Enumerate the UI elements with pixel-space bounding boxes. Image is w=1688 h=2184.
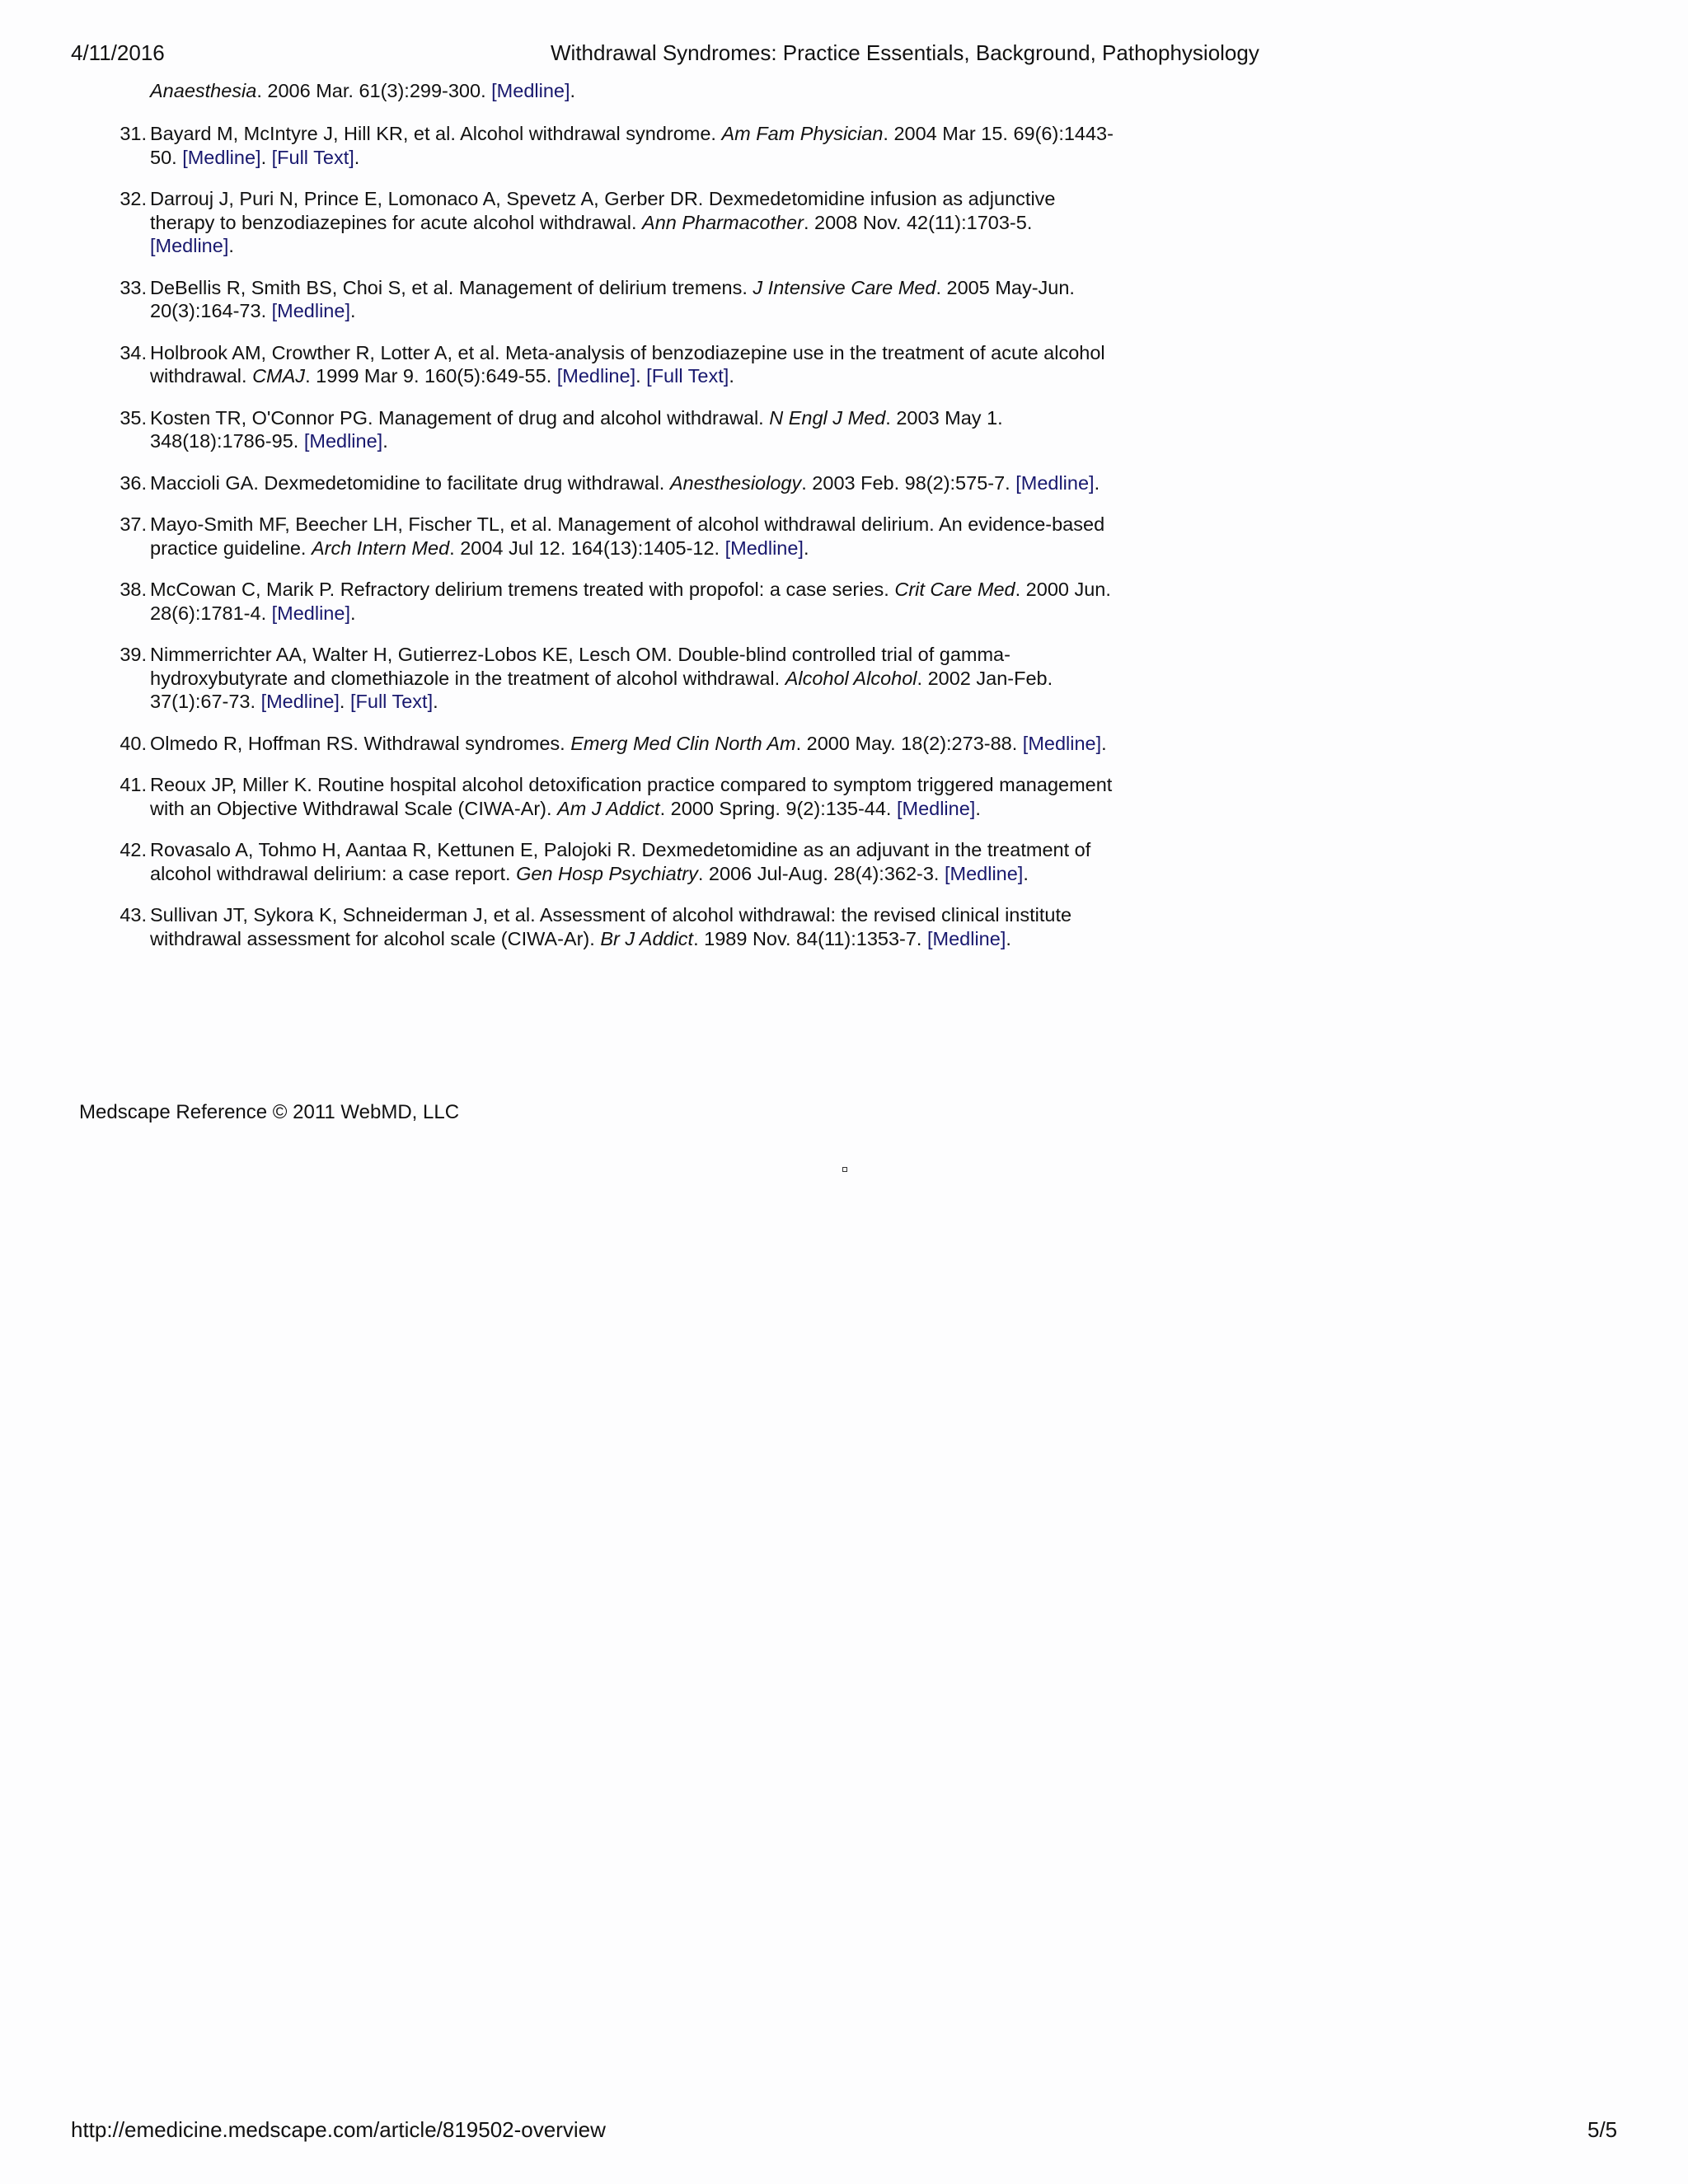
reference-text: Reoux JP, Miller K. Routine hospital alcohol detoxification practice compared to symptom triggered management with an Objective Withdrawal Scale (CIWA-Ar). Am J Addict. 2000 Spring. 9(2):135-44. [Medline]. — [150, 774, 1113, 819]
medline-link[interactable]: [Medline] — [271, 300, 350, 321]
page-number: 5/5 — [1587, 2117, 1618, 2142]
reference-text: Rovasalo A, Tohmo H, Aantaa R, Kettunen E, Palojoki R. Dexmedetomidine as an adjuvant in the treatment of alcohol withdrawal delirium: a case report. Gen Hosp Psychiatry. 2006 Jul-Aug. 28(4):362-3. [Medline]. — [150, 839, 1091, 884]
journal-name: Am Fam Physician — [721, 123, 884, 144]
reference-text: McCowan C, Marik P. Refractory delirium tremens treated with propofol: a case series. Crit Care Med. 2000 Jun. 28(6):1781-4. [Medline]. — [150, 579, 1111, 624]
medline-link[interactable]: [Medline] — [271, 602, 350, 624]
reference-authors: Reoux JP, Miller K. Routine hospital alcohol detoxification practice compared to symptom triggered management with an Objective Withdrawal Scale (CIWA-Ar). — [150, 774, 1113, 819]
journal-name: CMAJ — [252, 365, 306, 387]
reference-details: . 2008 Nov. 42(11):1703-5. — [803, 211, 1033, 233]
journal-name: Anesthesiology — [669, 471, 802, 494]
reference-number: 34. — [120, 341, 147, 363]
medline-link[interactable]: [Medline] — [944, 862, 1024, 884]
reference-details: . 2006 Jul-Aug. 28(4):362-3. — [697, 862, 945, 884]
journal-name: Arch Intern Med — [311, 537, 450, 559]
reference-details: . 2000 Jun. 28(6):1781-4. — [150, 579, 1111, 624]
reference-details: . 1989 Nov. 84(11):1353-7. — [693, 927, 927, 949]
reference-text: Maccioli GA. Dexmedetomidine to facilitate drug withdrawal. Anesthesiology. 2003 Feb. 98(2):575-7. [Medline]. — [150, 471, 1100, 494]
reference-number: 37. — [120, 513, 147, 535]
reference-details: . 2006 Mar. 61(3):299-300. — [256, 80, 492, 101]
reference-details: . 2004 Mar 15. 69(6):1443-50. — [150, 123, 1114, 168]
reference-text: Sullivan JT, Sykora K, Schneiderman J, et al. Assessment of alcohol withdrawal: the revised clinical institute withdrawal assessment for alcohol scale (CIWA-Ar). Br J Addict. 1989 Nov. 84(11):1353-7. [Medline]. — [150, 904, 1072, 949]
reference-details: . 2003 Feb. 98(2):575-7. — [801, 471, 1016, 494]
reference-item — [120, 732, 1116, 756]
reference-number: 32. — [120, 188, 147, 209]
reference-number: 33. — [120, 276, 147, 298]
full-text-link[interactable]: [Full Text] — [349, 691, 434, 712]
medline-link[interactable]: [Medline] — [1022, 732, 1102, 754]
journal-name: Alcohol Alcohol — [785, 667, 917, 689]
medline-link[interactable]: [Medline] — [927, 927, 1006, 949]
medline-link[interactable]: [Medline] — [303, 430, 383, 452]
reference-authors: Nimmerrichter AA, Walter H, Gutierrez-Lobos KE, Lesch OM. Double-blind controlled trial of gamma-hydroxybutyrate and clomethiazole in the treatment of alcohol withdrawal. — [150, 644, 1010, 689]
journal-name: J Intensive Care Med — [753, 276, 936, 298]
medline-link[interactable]: [Medline] — [150, 235, 229, 256]
reference-text: Bayard M, McIntyre J, Hill KR, et al. Alcohol withdrawal syndrome. Am Fam Physician. 2004 Mar 15. 69(6):1443-50. [Medline]. [Full Text]. — [150, 123, 1114, 168]
journal-name: N Engl J Med — [769, 406, 886, 429]
reference-details: . 2002 Jan-Feb. 37(1):67-73. — [150, 667, 1053, 712]
reference-text: Olmedo R, Hoffman RS. Withdrawal syndromes. Emerg Med Clin North Am. 2000 May. 18(2):273-88. [Medline]. — [150, 732, 1107, 754]
reference-authors: Olmedo R, Hoffman RS. Withdrawal syndromes. — [150, 732, 571, 754]
medline-link[interactable]: [Medline] — [260, 691, 340, 712]
reference-details: . 2000 Spring. 9(2):135-44. — [659, 797, 897, 819]
reference-authors: McCowan C, Marik P. Refractory delirium tremens treated with propofol: a case series. — [150, 579, 895, 600]
journal-name: Crit Care Med — [894, 579, 1015, 600]
medline-link[interactable]: [Medline] — [1015, 471, 1095, 494]
reference-number: 35. — [120, 406, 147, 429]
reference-continuation: Anaesthesia. 2006 Mar. 61(3):299-300. [Medline]. — [150, 80, 576, 101]
full-text-link[interactable]: [Full Text] — [646, 365, 729, 387]
journal-name: Emerg Med Clin North Am — [570, 732, 796, 754]
reference-details: . 2000 May. 18(2):273-88. — [795, 732, 1023, 754]
small-square-icon — [842, 1167, 847, 1172]
journal-name: Anaesthesia — [150, 80, 257, 101]
medline-link[interactable]: [Medline] — [896, 797, 976, 819]
reference-item — [120, 406, 1116, 453]
medline-link[interactable]: [Medline] — [724, 537, 804, 559]
reference-number: 31. — [120, 123, 147, 144]
print-date: 4/11/2016 — [71, 40, 165, 65]
reference-item — [120, 773, 1116, 820]
reference-authors: DeBellis R, Smith BS, Choi S, et al. Management of delirium tremens. — [150, 276, 753, 298]
reference-list — [120, 122, 1116, 968]
reference-text: Holbrook AM, Crowther R, Lotter A, et al. Meta-analysis of benzodiazepine use in the treatment of acute alcohol withdrawal. CMAJ. 1999 Mar 9. 160(5):649-55. [Medline]. [Full Text]. — [150, 341, 1105, 387]
reference-text: DeBellis R, Smith BS, Choi S, et al. Management of delirium tremens. J Intensive Care Med. 2005 May-Jun. 20(3):164-73. [Medline]. — [150, 276, 1075, 321]
reference-authors: Kosten TR, O'Connor PG. Management of drug and alcohol withdrawal. — [150, 406, 770, 429]
reference-item — [120, 276, 1116, 323]
reference-authors: Bayard M, McIntyre J, Hill KR, et al. Alcohol withdrawal syndrome. — [150, 123, 722, 144]
reference-authors: Rovasalo A, Tohmo H, Aantaa R, Kettunen E, Palojoki R. Dexmedetomidine as an adjuvant in the treatment of alcohol withdrawal delirium: a case report. — [150, 839, 1091, 884]
reference-text: Kosten TR, O'Connor PG. Management of drug and alcohol withdrawal. N Engl J Med. 2003 May 1. 348(18):1786-95. [Medline]. — [150, 406, 1003, 452]
reference-number: 41. — [120, 774, 147, 795]
page-title: Withdrawal Syndromes: Practice Essentials, Background, Pathophysiology — [551, 40, 1259, 65]
reference-number: 36. — [120, 471, 147, 494]
reference-item — [120, 513, 1116, 560]
reference-text: Nimmerrichter AA, Walter H, Gutierrez-Lobos KE, Lesch OM. Double-blind controlled trial of gamma-hydroxybutyrate and clomethiazole in the treatment of alcohol withdrawal. Alcohol Alcohol. 2002 Jan-Feb. 37(1):67-73. [Medline]. [Full Text]. — [150, 644, 1053, 712]
reference-item — [120, 122, 1116, 169]
reference-item — [120, 187, 1116, 258]
journal-name: Am J Addict — [557, 797, 660, 819]
reference-number: 42. — [120, 839, 147, 860]
reference-number: 39. — [120, 644, 147, 665]
reference-details: . 1999 Mar 9. 160(5):649-55. — [305, 365, 557, 387]
medline-link[interactable]: [Medline] — [556, 365, 636, 387]
reference-authors: Darrouj J, Puri N, Prince E, Lomonaco A, Spevetz A, Gerber DR. Dexmedetomidine infusion as adjunctive therapy to benzodiazepines for acute alcohol withdrawal. — [150, 188, 1056, 233]
full-text-link[interactable]: [Full Text] — [271, 146, 354, 168]
journal-name: Ann Pharmacother — [642, 211, 804, 233]
reference-item — [120, 838, 1116, 885]
reference-details: . 2004 Jul 12. 164(13):1405-12. — [449, 537, 725, 559]
reference-number: 43. — [120, 904, 147, 926]
reference-details: . 2003 May 1. 348(18):1786-95. — [150, 406, 1003, 452]
reference-authors: Mayo-Smith MF, Beecher LH, Fischer TL, et al. Management of alcohol withdrawal delirium. An evidence-based practice guideline. — [150, 513, 1105, 559]
reference-text: Mayo-Smith MF, Beecher LH, Fischer TL, et al. Management of alcohol withdrawal delirium. An evidence-based practice guideline. Arch Intern Med. 2004 Jul 12. 164(13):1405-12. [Medline]. — [150, 513, 1105, 559]
copyright-note: Medscape Reference © 2011 WebMD, LLC — [79, 1101, 460, 1123]
medline-link[interactable]: [Medline] — [491, 80, 570, 101]
journal-name: Gen Hosp Psychiatry — [516, 862, 698, 884]
reference-item — [120, 903, 1116, 950]
reference-item — [120, 471, 1116, 495]
medline-link[interactable]: [Medline] — [182, 146, 261, 168]
reference-text: Darrouj J, Puri N, Prince E, Lomonaco A, Spevetz A, Gerber DR. Dexmedetomidine infusion as adjunctive therapy to benzodiazepines for acute alcohol withdrawal. Ann Pharmacother. 2008 Nov. 42(11):1703-5. [Medline]. — [150, 188, 1056, 256]
footer-url: http://emedicine.medscape.com/article/819502-overview — [71, 2117, 606, 2142]
reference-item — [120, 341, 1116, 388]
reference-authors: Maccioli GA. Dexmedetomidine to facilitate drug withdrawal. — [150, 471, 670, 494]
reference-number: 40. — [120, 732, 147, 754]
reference-item — [120, 643, 1116, 714]
reference-number: 38. — [120, 579, 147, 600]
reference-authors: Sullivan JT, Sykora K, Schneiderman J, et al. Assessment of alcohol withdrawal: the revised clinical institute withdrawal assessment for alcohol scale (CIWA-Ar). — [150, 904, 1072, 949]
reference-item — [120, 578, 1116, 625]
reference-details: . 2005 May-Jun. 20(3):164-73. — [150, 276, 1075, 321]
journal-name: Br J Addict — [600, 927, 694, 949]
reference-authors: Holbrook AM, Crowther R, Lotter A, et al. Meta-analysis of benzodiazepine use in the treatment of acute alcohol withdrawal. — [150, 341, 1105, 387]
